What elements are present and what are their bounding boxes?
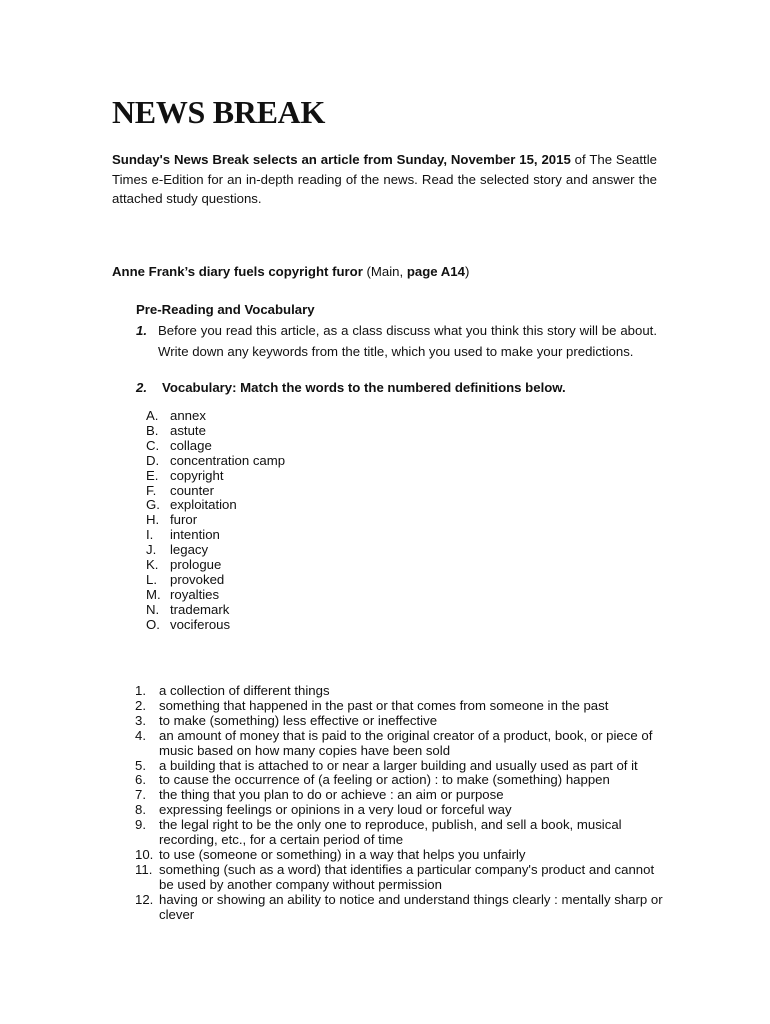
vocab-item xyxy=(146,454,285,469)
vocab-item xyxy=(146,409,285,424)
vocab-word: astute xyxy=(170,422,206,438)
section-heading: Pre-Reading and Vocabulary xyxy=(136,302,315,317)
definition-number: 4. xyxy=(135,727,146,743)
definition-item xyxy=(135,773,665,788)
definition-item xyxy=(135,803,665,818)
vocab-item xyxy=(146,618,285,633)
definition-item xyxy=(135,863,665,893)
article-open: (Main, xyxy=(362,264,407,279)
question-2-number: 2. xyxy=(136,380,147,395)
vocab-word: trademark xyxy=(170,601,230,617)
definition-item xyxy=(135,893,665,923)
definition-number: 1. xyxy=(135,683,146,698)
question-1 xyxy=(136,321,657,362)
vocab-word: intention xyxy=(170,527,220,543)
definition-number: 11. xyxy=(135,861,153,877)
vocab-word: concentration camp xyxy=(170,452,286,468)
vocab-item xyxy=(146,484,285,499)
definition-item xyxy=(135,759,665,774)
definition-item xyxy=(135,714,665,729)
definition-text: expressing feelings or opinions in a very loud or forceful way xyxy=(159,802,512,818)
vocab-word: furor xyxy=(170,512,198,528)
vocab-letter: D. xyxy=(146,452,160,468)
page-title: NEWS BREAK xyxy=(112,94,326,130)
vocab-item xyxy=(146,603,285,618)
definition-number: 3. xyxy=(135,712,146,728)
vocab-letter: J. xyxy=(146,542,157,558)
vocab-item xyxy=(146,424,285,439)
vocab-item xyxy=(146,558,285,573)
definition-text: to use (someone or something) in a way that helps you unfairly xyxy=(159,846,526,862)
definition-number: 2. xyxy=(135,697,146,713)
intro-bold: Sunday's News Break selects an article from Sunday, November 15, 2015 xyxy=(112,152,571,167)
definition-text: having or showing an ability to notice and understand things clearly : mentally sharp or clever xyxy=(159,891,663,922)
definition-text: to make (something) less effective or ineffective xyxy=(159,712,438,728)
vocabulary-list xyxy=(146,409,285,633)
article-close: ) xyxy=(464,264,470,279)
definition-text: an amount of money that is paid to the original creator of a product, book, or piece of music based on how many copies have been sold xyxy=(159,727,653,758)
vocab-letter: E. xyxy=(146,467,159,483)
vocab-letter: F. xyxy=(146,482,157,498)
question-1-text: Before you read this article, as a class discuss what you think this story will be about. Write down any keywords from the title, which you used to make your predictions. xyxy=(158,323,657,359)
vocab-letter: G. xyxy=(146,497,160,513)
article-reference xyxy=(112,263,469,281)
vocab-letter: H. xyxy=(146,512,160,528)
definition-item xyxy=(135,848,665,863)
definition-text: to cause the occurrence of (a feeling or action) : to make (something) happen xyxy=(159,772,610,788)
vocab-word: annex xyxy=(170,408,206,423)
definition-text: something that happened in the past or that comes from someone in the past xyxy=(159,697,609,713)
vocab-item xyxy=(146,528,285,543)
vocab-item xyxy=(146,588,285,603)
definition-item xyxy=(135,818,665,848)
vocab-letter: C. xyxy=(146,437,160,453)
definition-text: the legal right to be the only one to reproduce, publish, and sell a book, musical recording, etc., for a certain period of time xyxy=(159,817,622,848)
vocab-item xyxy=(146,573,285,588)
definition-number: 6. xyxy=(135,772,146,788)
question-2 xyxy=(136,379,566,397)
definition-text: something (such as a word) that identifies a particular company's product and cannot be used by another company without permission xyxy=(159,861,655,892)
vocab-item xyxy=(146,543,285,558)
vocab-letter: M. xyxy=(146,586,161,602)
vocab-item xyxy=(146,439,285,454)
vocab-word: legacy xyxy=(170,542,209,558)
vocab-letter: O. xyxy=(146,616,160,632)
vocab-letter: L. xyxy=(146,571,157,587)
article-headline: Anne Frank’s diary fuels copyright furor xyxy=(112,264,363,279)
vocab-word: counter xyxy=(170,482,214,498)
vocab-item xyxy=(146,498,285,513)
definition-number: 9. xyxy=(135,817,146,833)
article-page: page A14 xyxy=(406,264,465,279)
definition-text: a building that is attached to or near a larger building and usually used as part of it xyxy=(159,757,638,773)
definition-item xyxy=(135,699,665,714)
intro-paragraph xyxy=(112,150,657,209)
vocab-item xyxy=(146,513,285,528)
question-1-number: 1. xyxy=(136,323,147,338)
definition-number: 8. xyxy=(135,802,146,818)
vocab-word: prologue xyxy=(170,557,222,573)
definition-number: 12. xyxy=(135,891,154,907)
definition-text: the thing that you plan to do or achieve : an aim or purpose xyxy=(159,787,504,803)
vocab-item xyxy=(146,469,285,484)
vocab-word: exploitation xyxy=(170,497,237,513)
vocab-letter: A. xyxy=(146,408,159,423)
definition-item xyxy=(135,788,665,803)
definitions-list xyxy=(135,684,665,923)
vocab-word: collage xyxy=(170,437,212,453)
vocab-word: copyright xyxy=(170,467,224,483)
vocab-letter: N. xyxy=(146,601,160,617)
vocab-letter: K. xyxy=(146,557,159,573)
vocab-word: provoked xyxy=(170,571,225,587)
vocab-letter: B. xyxy=(146,422,159,438)
definition-text: a collection of different things xyxy=(159,683,330,698)
definition-number: 5. xyxy=(135,757,146,773)
vocab-word: vociferous xyxy=(170,616,231,632)
vocab-word: royalties xyxy=(170,586,220,602)
intro-rest: of The Seattle Times e-Edition for an in-depth reading of the news. Read the selected story and answer the attached study questions. xyxy=(112,152,657,206)
definition-number: 10. xyxy=(135,846,154,862)
question-2-text: Vocabulary: Match the words to the numbered definitions below. xyxy=(162,380,566,395)
definition-number: 7. xyxy=(135,787,146,803)
vocab-letter: I. xyxy=(146,527,154,543)
definition-item xyxy=(135,684,665,699)
definition-item xyxy=(135,729,665,759)
